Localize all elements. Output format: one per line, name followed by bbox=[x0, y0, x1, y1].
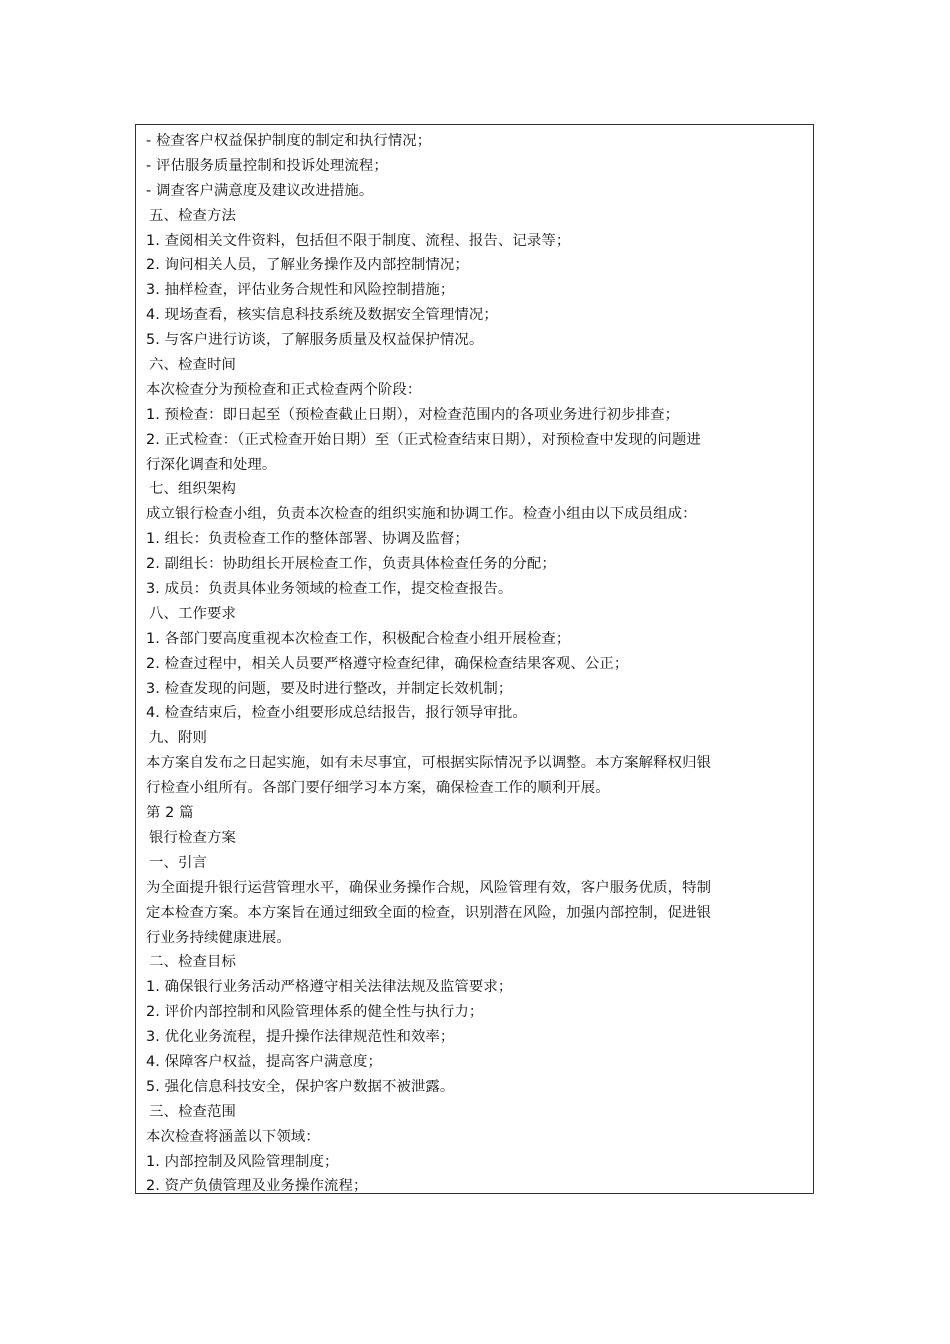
text-line: 4. 保障客户权益，提高客户满意度； bbox=[146, 1053, 382, 1070]
section-heading: 八、工作要求 bbox=[149, 605, 236, 622]
text-line: 1. 各部门要高度重视本次检查工作，积极配合检查小组开展检查； bbox=[146, 630, 571, 647]
text-line: 2. 资产负债管理及业务操作流程； bbox=[146, 1178, 368, 1194]
section-heading: 三、检查范围 bbox=[149, 1103, 236, 1120]
text-line: 本方案自发布之日起实施，如有未尽事宜，可根据实际情况予以调整。本方案解释权归银 bbox=[146, 755, 712, 772]
text-line: 第 2 篇 bbox=[146, 805, 194, 822]
document-frame bbox=[135, 124, 814, 1194]
text-line: - 检查客户权益保护制度的制定和执行情况； bbox=[146, 133, 432, 149]
text-line: 4. 检查结束后，检查小组要形成总结报告，报行领导审批。 bbox=[146, 705, 527, 722]
text-line: 1. 预检查：即日起至（预检查截止日期），对检查范围内的各项业务进行初步排查； bbox=[146, 406, 680, 423]
text-line: 2. 评价内部控制和风险管理体系的健全性与执行力； bbox=[146, 1004, 484, 1021]
section-heading: 七、组织架构 bbox=[149, 481, 236, 498]
section-heading: 二、检查目标 bbox=[149, 954, 236, 971]
text-line: 成立银行检查小组，负责本次检查的组织实施和协调工作。检查小组由以下成员组成： bbox=[146, 506, 697, 523]
text-line: 本次检查分为预检查和正式检查两个阶段： bbox=[146, 381, 422, 398]
text-line: 行业务持续健康进展。 bbox=[146, 929, 291, 946]
text-line: 定本检查方案。本方案旨在通过细致全面的检查，识别潜在风险，加强内部控制，促进银 bbox=[146, 904, 712, 921]
text-line: 2. 询问相关人员，了解业务操作及内部控制情况； bbox=[146, 257, 469, 274]
text-line: 4. 现场查看，核实信息科技系统及数据安全管理情况； bbox=[146, 307, 498, 324]
text-line: 5. 与客户进行访谈，了解服务质量及权益保护情况。 bbox=[146, 332, 484, 349]
section-heading: 五、检查方法 bbox=[149, 207, 236, 224]
section-heading: 六、检查时间 bbox=[149, 357, 236, 374]
text-line: 为全面提升银行运营管理水平，确保业务操作合规，风险管理有效，客户服务优质，特制 bbox=[146, 879, 712, 896]
text-line: 1. 内部控制及风险管理制度； bbox=[146, 1153, 339, 1170]
text-line: 3. 成员：负责具体业务领域的检查工作，提交检查报告。 bbox=[146, 581, 513, 598]
text-line: 5. 强化信息科技安全，保护客户数据不被泄露。 bbox=[146, 1078, 455, 1095]
text-line: - 调查客户满意度及建议改进措施。 bbox=[146, 182, 374, 199]
text-line: 1. 确保银行业务活动严格遵守相关法律法规及监管要求； bbox=[146, 979, 513, 996]
text-line: 行检查小组所有。各部门要仔细学习本方案，确保检查工作的顺利开展。 bbox=[146, 780, 610, 797]
section-heading: 九、附则 bbox=[149, 730, 207, 747]
text-line: 2. 检查过程中，相关人员要严格遵守检查纪律，确保检查结果客观、公正； bbox=[146, 655, 629, 672]
text-line: 3. 优化业务流程，提升操作法律规范性和效率； bbox=[146, 1029, 455, 1046]
text-line: 2. 副组长：协助组长开展检查工作，负责具体检查任务的分配； bbox=[146, 556, 556, 573]
text-line: 3. 抽样检查，评估业务合规性和风险控制措施； bbox=[146, 282, 455, 299]
text-line: 行深化调查和处理。 bbox=[146, 456, 277, 473]
text-line: 1. 组长：负责检查工作的整体部署、协调及监督； bbox=[146, 531, 469, 548]
text-line: 1. 查阅相关文件资料，包括但不限于制度、流程、报告、记录等； bbox=[146, 232, 571, 249]
section-heading: 一、引言 bbox=[149, 854, 207, 871]
text-line: - 评估服务质量控制和投诉处理流程； bbox=[146, 157, 388, 174]
text-line: 2. 正式检查：（正式检查开始日期）至（正式检查结束日期），对预检查中发现的问题进 bbox=[146, 431, 701, 448]
text-line: 3. 检查发现的问题，要及时进行整改，并制定长效机制； bbox=[146, 680, 513, 697]
section-heading: 银行检查方案 bbox=[149, 829, 236, 846]
text-line: 本次检查将涵盖以下领域： bbox=[146, 1128, 320, 1145]
